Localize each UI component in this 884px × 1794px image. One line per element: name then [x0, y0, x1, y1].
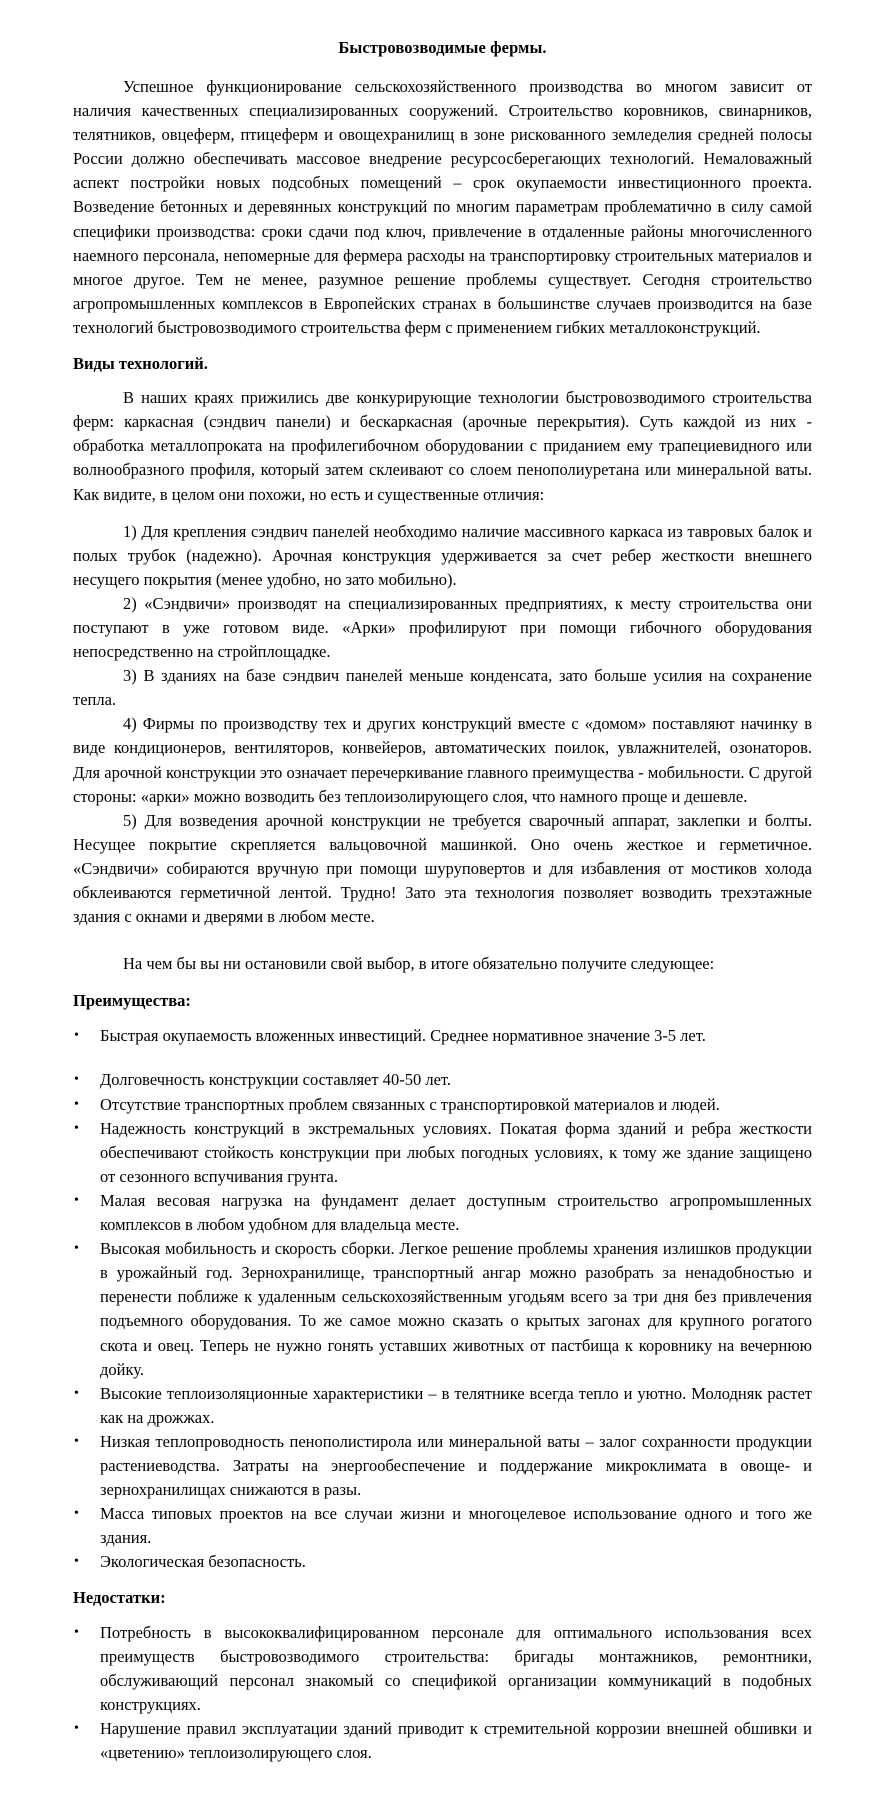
bullet-icon: •: [74, 1096, 79, 1112]
disadvantages-list: [73, 1621, 812, 1766]
advantages-list: [73, 1024, 812, 1574]
numbered-item-4: 4) Фирмы по производству тех и других конструкций вместе с «домом» поставляют начинку в виде кондиционеров, вентиляторов, конвейеров, автоматических поилок, увлажнителей, озонаторов. Для арочной конструкции это означает перечеркивание главного преимущества - мобильности. С другой стороны: «арки» можно возводить без теплоизолирующего слоя, что намного проще и дешевле.: [73, 714, 812, 806]
bullet-icon: •: [74, 1554, 79, 1570]
numbered-item-3: 3) В зданиях на базе сэндвич панелей меньше конденсата, зато больше усилия на сохранение тепла.: [73, 666, 812, 710]
list-item-text: Надежность конструкций в экстремальных условиях. Покатая форма зданий и ребра жесткости обеспечивают стойкость конструкции при любых погодных условиях, к тому же здание защищено от сезонного вспучивания грунта.: [100, 1118, 812, 1186]
list-item-text: Экологическая безопасность.: [100, 1552, 306, 1572]
numbered-item-1: 1) Для крепления сэндвич панелей необходимо наличие массивного каркаса из тавровых балок и полых трубок (надежно). Арочная конструкция удерживается за счет ребер жесткости внешнего несущего покрытия (менее удобно, но зато мобильно).: [73, 521, 812, 589]
conclusion-spacer: [73, 929, 812, 952]
section-heading-disadvantages: Недостатки:: [73, 1588, 166, 1608]
bullet-icon: •: [74, 1120, 79, 1136]
bullet-icon: •: [74, 1192, 79, 1208]
bullet-icon: •: [74, 1624, 79, 1640]
bullet-icon: •: [74, 1241, 79, 1257]
bullet-icon: •: [74, 1072, 79, 1088]
list-item: [73, 1024, 812, 1048]
intro-paragraph: Успешное функционирование сельскохозяйственного производства во многом зависит от наличия качественных специализированных сооружений. Строительство коровников, свинарников, телятников, овцеферм, птицеферм и овощехранилищ в зоне рискованного земледелия средней полосы России должно обеспечивать массовое внедрение ресурсосберегающих технологий. Немаловажный аспект постройки новых подсобных помещений – срок окупаемости инвестиционного проекта. Возведение бетонных и деревянных конструкций по многим параметрам проблематично в силу самой специфики производства: сроки сдачи под ключ, привлечение в отдаленные районы многочисленного наемного персонала, непомерные для фермера расходы на транспортировку строительных материалов и многое другое. Тем не менее, разумное решение проблемы существует. Сегодня строительство агропромышленных комплексов в Европейских странах в большинстве случаев производится на базе технологий быстровозводимого строительства ферм с применением гибких металлоконструкций.: [73, 77, 812, 337]
list-item: [73, 1093, 812, 1117]
bullet-icon: •: [74, 1028, 79, 1044]
list-item: [73, 1382, 812, 1430]
list-item-text: Высокая мобильность и скорость сборки. Легкое решение проблемы хранения излишков продукции в урожайный год. Зернохранилище, транспортный ангар можно разобрать за ненадобностью и перенести поближе к удаленным сельскохозяйственным угодьям всего за три дня без привлечения подъемного оборудования. То же самое можно сказать о крытых загонах для крупного рогатого скота и овец. Теперь не нужно гонять уставших животных от пастбища к коровнику на вечернюю дойку.: [100, 1239, 812, 1379]
list-item-text: Отсутствие транспортных проблем связанных с транспортировкой материалов и людей.: [100, 1094, 720, 1114]
bullet-icon: •: [74, 1506, 79, 1522]
list-item: [73, 1189, 812, 1237]
list-item-text: Потребность в высококвалифицированном персонале для оптимального использования всех преимуществ быстровозводимого строительства: бригады монтажников, ремонтники, обслуживающий персонал знакомый со спецификой организации коммуникаций в подобных конструкциях.: [100, 1622, 812, 1714]
list-item: [73, 1717, 812, 1765]
conclusion-lead-paragraph: На чем бы вы ни остановили свой выбор, в итоге обязательно получите следующее:: [123, 954, 715, 974]
list-item-text: Высокие теплоизоляционные характеристики – в телятнике всегда тепло и уютно. Молодняк растет как на дрожжах.: [100, 1383, 812, 1427]
list-item: [73, 1502, 812, 1550]
list-item: [73, 1117, 812, 1189]
bullet-icon: •: [74, 1385, 79, 1401]
numbered-item-2: 2) «Сэндвичи» производят на специализированных предприятиях, к месту строительства они поступают в уже готовом виде. «Арки» профилируют при помощи гибочного оборудования непосредственно на стройплощадке.: [73, 593, 812, 662]
list-item: [73, 1621, 812, 1717]
page-title: Быстровозводимые фермы.: [338, 38, 547, 57]
list-item: [73, 1068, 812, 1092]
list-item: [73, 1430, 812, 1502]
list-item-text: Низкая теплопроводность пенополистирола или минеральной ваты – залог сохранности продукции растениеводства. Затраты на энергообеспечение и поддержание микроклимата в овоще- и зернохранилищах снижаются в разы.: [100, 1431, 812, 1500]
section-heading-advantages: Преимущества:: [73, 991, 191, 1011]
bullet-icon: •: [74, 1720, 79, 1736]
list-item-text: Долговечность конструкции составляет 40-50 лет.: [100, 1070, 451, 1090]
list-item: [73, 1237, 812, 1382]
document-content: [73, 0, 812, 1765]
paragraph-spacer: [73, 507, 812, 520]
numbered-item-5: 5) Для возведения арочной конструкции не требуется сварочный аппарат, заклепки и болты. Несущее покрытие скрепляется вальцовочной машинкой. Оно очень жесткое и герметичное. «Сэндвичи» собираются вручную при помощи шуруповертов и для избавления от мостиков холода обклеиваются герметичной лентой. Трудно! Зато эта технология позволяет возводить трехэтажные здания с окнами и дверями в любом месте.: [73, 810, 812, 927]
list-item-text: Нарушение правил эксплуатации зданий приводит к стремительной коррозии внешней обшивки и «цветению» теплоизолирующего слоя.: [100, 1718, 812, 1762]
list-item-text: Масса типовых проектов на все случаи жизни и многоцелевое использование одного и того же здания.: [100, 1504, 812, 1548]
list-item: [73, 1550, 812, 1574]
technologies-intro-paragraph: В наших краях прижились две конкурирующие технологии быстровозводимого строительства ферм: каркасная (сэндвич панели) и бескаркасная (арочные перекрытия). Суть каждой из них - обработка металлопроката на профилегибочном оборудовании с приданием ему трапециевидного или волнообразного профиля, который затем склеивают со слоем пенополиуретана или минеральной ваты. Как видите, в целом они похожи, но есть и существенные отличия:: [73, 388, 812, 504]
list-item-text: Быстрая окупаемость вложенных инвестиций. Среднее нормативное значение 3-5 лет.: [100, 1026, 706, 1046]
section-heading-technologies: Виды технологий.: [73, 354, 208, 374]
bullet-icon: •: [74, 1433, 79, 1449]
list-item-text: Малая весовая нагрузка на фундамент делает доступным строительство агропромышленных комплексов в любом удобном для владельца месте.: [100, 1190, 812, 1235]
